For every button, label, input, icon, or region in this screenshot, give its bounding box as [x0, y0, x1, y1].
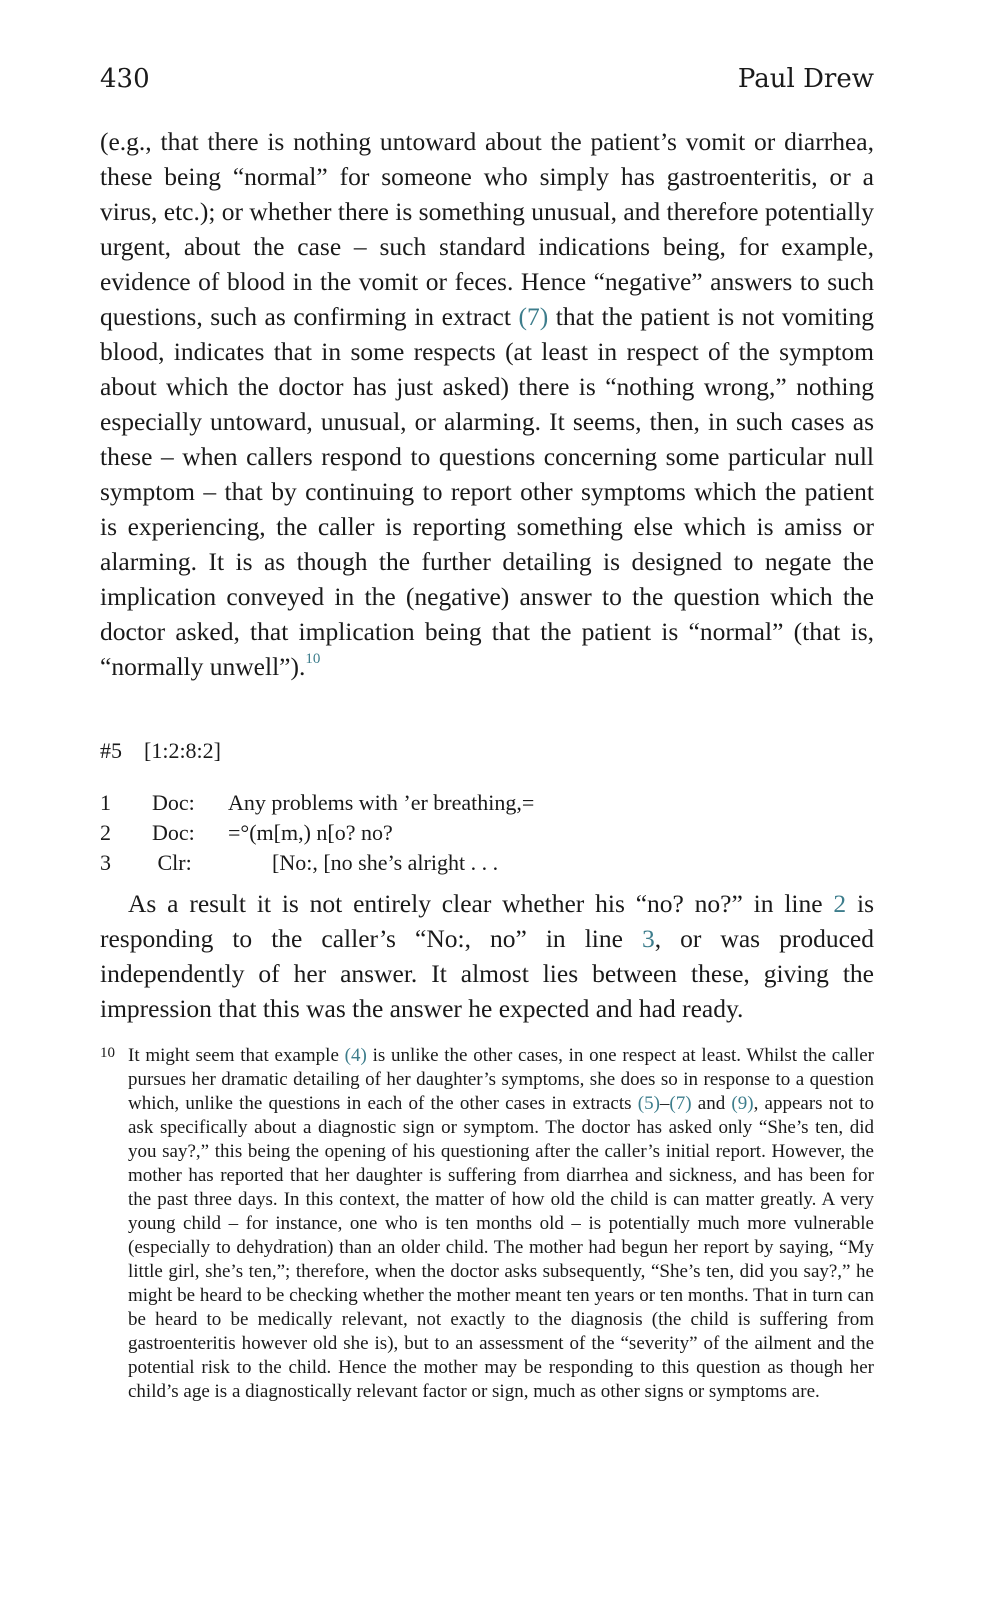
utterance: [No:, [no she’s alright . . . [228, 850, 499, 875]
utterance: Any problems with ’er breathing,= [228, 790, 535, 815]
transcript-line [100, 788, 534, 818]
transcript-line [100, 818, 534, 848]
line-number: 2 [100, 820, 111, 845]
body-paragraph: (e.g., that there is nothing untoward about the patient’s vomit or diarrhea, these being “normal” for someone who simply has gastroenteritis, or a virus, etc.); or whether there is something unusual, and therefore potentially urgent, about the case – such standard indications being, for example, evidence of blood in the vomit or feces. Hence “negative” answers to such questions, such as confirming in extract (7) that the patient is not vomiting blood, indicates that in some respects (at least in respect of the symptom about which the doctor has just asked) there is “nothing wrong,” nothing especially untoward, unusual, or alarming. It seems, then, in such cases as these – when callers respond to questions concerning some particular null symptom – that by continuing to report other symptoms which the patient is experiencing, the caller is reporting something else which is amiss or alarming. It is as though the further detailing is designed to negate the implication conveyed in the (negative) answer to the question which the doctor asked, that implication being that the patient is “normal” (that is, “normally unwell”).$^{10}$ [100, 127, 874, 681]
extract-code: [1:2:8:2] [144, 738, 221, 763]
utterance: =°(m[m,) n[o? no? [228, 820, 393, 845]
line-number: 1 [100, 790, 111, 815]
speaker-label: Clr: [152, 850, 192, 875]
body-paragraph: As a result it is not entirely clear whether his “no? no?” in line 2 is responding to the caller’s “No:, no” in line 3, or was produced independently of her answer. It almost lies between these, giving the impression that this was the answer he expected and had ready. [100, 889, 874, 1023]
speaker-label: Doc: [152, 820, 195, 845]
footnote-text: It might seem that example (4) is unlike the other cases, in one respect at least. Whilst the caller pursues her dramatic detailing of her daughter’s symptoms, she does so in response to a question which, unlike the questions in each of the other cases in extracts (5)–(7) and (9), appears not to ask specifically about a diagnostic sign or symptom. The doctor has asked only “She’s ten, did you say?,” this being the opening of his questioning after the caller’s initial report. However, the mother has reported that her daughter is suffering from diarrhea and sickness, and has been for the past three days. In this context, the matter of how old the child is can matter greatly. A very young child – for instance, one who is ten months old – is potentially much more vulnerable (especially to dehydration) than an older child. The mother had begun her report by saying, “My little girl, she’s ten,”; therefore, when the doctor asks subsequently, “She’s ten, did you say?,” he might be heard to be checking whether the mother meant ten years or ten months. That in turn can be heard to be medically relevant, not exactly to the diagnosis (the child is suffering from gastroenteritis however old she is), but to an assessment of the “severity” of the ailment and the potential risk to the child. Hence the mother may be responding to this question as though her child’s age is a diagnostically relevant factor or sign, much as other signs or symptoms are. [128, 1045, 875, 1402]
transcript-line [100, 848, 534, 878]
footnote-number: 10 [100, 1045, 115, 1061]
page-number: 430 [100, 64, 150, 94]
example-reference-link[interactable]: (4) [344, 1045, 367, 1066]
extract-reference-link[interactable]: (9) [731, 1093, 754, 1114]
line-number: 3 [100, 850, 111, 875]
running-head [100, 64, 874, 94]
line-reference-link[interactable]: 2 [833, 889, 847, 918]
line-reference-link[interactable]: 3 [641, 924, 655, 953]
footnote-reference-link[interactable]: 10 [305, 651, 321, 667]
extract-reference-link[interactable]: (5) [637, 1093, 660, 1114]
speaker-label: Doc: [152, 790, 195, 815]
body-text [100, 124, 874, 684]
footnote [100, 1044, 874, 1404]
body-text-continued [100, 886, 874, 1026]
author-name: Paul Drew [737, 64, 874, 94]
extract-heading [100, 738, 243, 764]
extract-number: #5 [100, 738, 122, 763]
extract-reference-link[interactable]: (7) [518, 302, 549, 331]
transcript [100, 788, 534, 878]
extract-reference-link[interactable]: (7) [669, 1093, 692, 1114]
